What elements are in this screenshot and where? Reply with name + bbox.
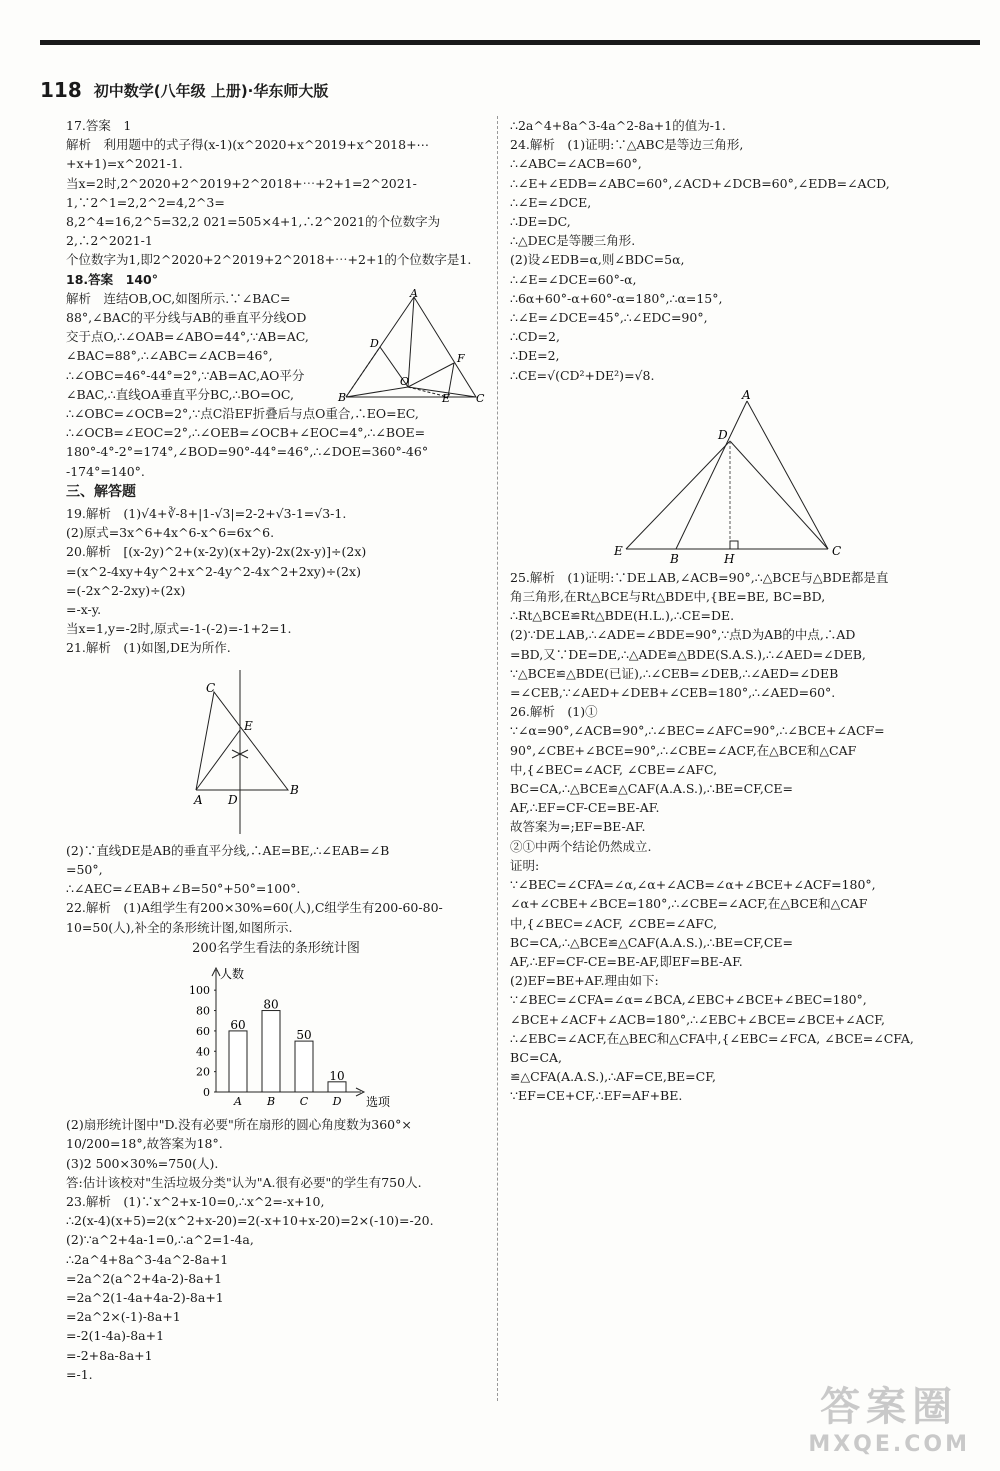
fig18-label-d: D: [370, 336, 379, 350]
text-line: ∴∠E=∠DCE=60°-α,: [510, 271, 637, 287]
text-line: 180°-4°-2°=174°,∠BOD=90°-44°=46°,∴∠DOE=360°-46°: [66, 444, 429, 460]
text-line: ∴CD=2,: [510, 329, 560, 345]
text-line: (3)2 500×30%=750(人).: [66, 1155, 219, 1171]
text-line: ∴2a^4+8a^3-4a^2-8a+1: [66, 1251, 229, 1267]
book-title: 初中数学(八年级 上册)·华东师大版: [93, 81, 329, 100]
top-rule: [40, 40, 980, 45]
question-26: [510, 702, 950, 1105]
fig21-label-e: E: [244, 718, 253, 733]
x-tick-label: C: [299, 1094, 309, 1108]
text-line: 26.解析 (1)①: [510, 704, 598, 720]
text-line: =2a^2×(-1)-8a+1: [66, 1309, 181, 1325]
x-tick-label: A: [234, 1094, 242, 1108]
fig18-label-e: E: [442, 391, 451, 405]
text-line: ∴Rt△BCE≌Rt△BDE(H.L.),∴CE=DE.: [510, 608, 735, 624]
text-line: =(x^2-4xy+4y^2+x^2-4y^2-4x^2+2xy)÷(2x): [66, 563, 361, 579]
text-line: ∵∠α=90°,∠ACB=90°,∴∠BEC=∠AFC=90°,∴∠BCE+∠ACF=: [510, 723, 885, 739]
text-line: ≌△CFA(A.A.S.),∴AF=CE,BE=CF,: [510, 1069, 716, 1085]
text-line: 当x=2时,2^2020+2^2019+2^2018+⋯+2+1=2^2021-1,∵2^1=2,2^2=4,2^3=: [66, 175, 417, 210]
fig24-label-a: A: [742, 387, 751, 402]
text-line: 17.答案 1: [66, 118, 132, 133]
y-tick-label: 100: [189, 984, 210, 998]
text-line: 90°,∠CBE+∠BCE=90°,∴∠CBE=∠ACF,在△BCE和△CAF: [510, 742, 857, 758]
q21-triangle-figure: [196, 662, 496, 837]
text-line: (2)∵a^2+4a-1=0,∴a^2=1-4a,: [66, 1232, 254, 1248]
bar-value-label: 50: [296, 1027, 312, 1042]
section-heading: 三、解答题: [66, 483, 136, 500]
text-line: ∵∠BEC=∠CFA=∠α,∠α+∠ACB=∠α+∠BCE+∠ACF=180°,: [510, 877, 876, 893]
fig21-label-a: A: [194, 792, 203, 807]
text-line: ∴∠OBC=46°-44°=2°,∵AB=AC,AO平分: [66, 367, 305, 383]
text-line: ∵∠BEC=∠CFA=∠α=∠BCA,∠EBC+∠BCE+∠BEC=180°,: [510, 992, 867, 1008]
right-column: [510, 116, 950, 1106]
x-tick-label: D: [332, 1094, 342, 1108]
text-line: (2)EF=BE+AF.理由如下:: [510, 973, 659, 989]
text-line: 19.解析 (1)√4+∛-8+|1-√3|=2-2+√3-1=√3-1.: [66, 506, 347, 522]
text-line: ∴∠E=∠DCE,: [510, 194, 592, 210]
text-line: 24.解析 (1)证明:∵△ABC是等边三角形,: [510, 137, 744, 153]
bar: [295, 1041, 313, 1092]
text-line: 中,{∠BEC=∠ACF, ∠CBE=∠AFC, BC=CA,∴△BCE≌△CAF(A.A.S.),∴BE=CF,CE=: [510, 761, 794, 797]
page-number: 118: [40, 78, 82, 102]
q24-triangle-figure: [510, 389, 950, 564]
text-line: ∴DE=2,: [510, 348, 560, 364]
text-line: 交于点O,∴∠OAB=∠ABO=44°,∵AB=AC,: [66, 329, 309, 345]
text-line: =∠CEB,∵∠AED+∠DEB+∠CEB=180°,∴∠AED=60°.: [510, 685, 836, 701]
text-line: (2)扇形统计图中"D.没有必要"所在扇形的圆心角度数为360°×: [66, 1117, 412, 1133]
text-line: ∴∠AEC=∠EAB+∠B=50°+50°=100°.: [66, 881, 301, 897]
text-line: 10/200=18°,故答案为18°.: [66, 1136, 223, 1152]
bar-value-label: 60: [230, 1017, 246, 1032]
text-line: 22.解析 (1)A组学生有200×30%=60(人),C组学生有200-60-80-: [66, 900, 443, 916]
text-line: 88°,∠BAC的平分线与AB的垂直平分线OD: [66, 310, 307, 326]
y-tick-label: 20: [196, 1065, 210, 1079]
question-24: [510, 135, 950, 385]
q18-triangle-figure: [336, 286, 486, 405]
fig21-label-b: B: [290, 782, 299, 797]
fig18-label-f: F: [457, 351, 465, 365]
text-line: (2)∵DE⊥AB,∴∠ADE=∠BDE=90°,∵点D为AB的中点,∴AD: [510, 627, 856, 643]
text-line: ∴∠ABC=∠ACB=60°,: [510, 156, 642, 172]
q18-block: [66, 286, 486, 405]
text-line: =-2(1-4a)-8a+1: [66, 1328, 165, 1344]
text-line: 8,2^4=16,2^5=32,2 021=505×4+1,∴2^2021的个位数字为2,∴2^2021-1: [66, 214, 441, 249]
text-line: AF,∴EF=CF-CE=BE-AF,即EF=BE-AF.: [510, 953, 743, 969]
text-line: ∵EF=CE+CF,∴EF=AF+BE.: [510, 1088, 683, 1104]
fig21-label-c: C: [206, 680, 216, 695]
column-divider: [497, 116, 498, 1401]
x-tick-label: B: [266, 1094, 276, 1108]
fig18-label-o: O: [400, 374, 410, 388]
bar-value-label: 10: [329, 1068, 345, 1083]
bar-value-label: 80: [263, 997, 279, 1012]
question-20: [66, 542, 486, 638]
watermark-url: MXQE.COM: [808, 1432, 970, 1457]
question-25: [510, 568, 950, 702]
y-tick-label: 40: [196, 1045, 210, 1059]
q22-continuation: [66, 1115, 486, 1192]
text-line: (2)设∠EDB=α,则∠BDC=5α,: [510, 252, 685, 268]
bar: [328, 1082, 346, 1092]
q21-continuation: [66, 841, 486, 899]
text-line: 25.解析 (1)证明:∵DE⊥AB,∠ACB=90°,∴△BCE与△BDE都是直: [510, 569, 889, 585]
text-line: ∴DE=DC,: [510, 214, 571, 230]
text-line: ∠α+∠CBE+∠BCE=180°,∴∠CBE=∠ACF,在△BCE和△CAF: [510, 896, 868, 912]
text-line: ∵△BCE≌△BDE(已证),∴∠CEB=∠DEB,∴∠AED=∠DEB: [510, 665, 839, 681]
text-line: 当x=1,y=-2时,原式=-1-(-2)=-1+2=1.: [66, 621, 292, 637]
text-line: =(-2x^2-2xy)÷(2x): [66, 582, 186, 598]
question-17: [66, 116, 486, 270]
text-line: =-x-y.: [66, 602, 102, 618]
text-line: ∠BAC=88°,∴∠ABC=∠ACB=46°,: [66, 348, 273, 364]
text-line: ∠BAC,∴直线OA垂直平分BC,∴BO=OC,: [66, 386, 294, 402]
text-line: 角三角形,在Rt△BCE与Rt△BDE中,{BE=BE, BC=BD,: [510, 589, 826, 605]
text-line: 解析 利用题中的式子得(x-1)(x^2020+x^2019+x^2018+⋯+x+1)=x^2021-1.: [66, 137, 430, 172]
text-line: ∴2(x-4)(x+5)=2(x^2+x-20)=2(-x+10+x-20)=2×(-10)=-20.: [66, 1213, 434, 1229]
fig24-label-h: H: [724, 551, 735, 566]
text-line: =-1.: [66, 1366, 93, 1382]
text-line: ∴△DEC是等腰三角形.: [510, 233, 636, 249]
page-header: [40, 78, 328, 102]
text-line: AF,∴EF=CF-CE=BE-AF.: [510, 800, 660, 816]
text-line: 证明:: [510, 857, 540, 873]
text-line: =2a^2(1-4a+4a-2)-8a+1: [66, 1289, 224, 1305]
chart-title: 200名学生看法的条形统计图: [192, 940, 360, 956]
left-column: [66, 116, 486, 1384]
text-line: ∴∠E=∠DCE=45°,∴∠EDC=90°,: [510, 310, 708, 326]
question-23: [66, 1192, 486, 1384]
text-line: 答:估计该校对"生活垃圾分类"认为"A.很有必要"的学生有750人.: [66, 1174, 422, 1190]
watermark: [808, 1375, 970, 1457]
bar: [262, 1010, 280, 1091]
text-line: ∴∠E+∠EDB=∠ABC=60°,∠ACD+∠DCB=60°,∠EDB=∠ACD,: [510, 175, 890, 191]
text-line: ∴∠OCB=∠EOC=2°,∴∠OEB=∠OCB+∠EOC=4°,∴∠BOE=: [66, 425, 426, 441]
fig24-label-d: D: [718, 427, 728, 442]
y-tick-label: 80: [196, 1004, 210, 1018]
text-line: ∴∠EBC=∠ACF,在△BEC和△CFA中,{∠EBC=∠FCA, ∠BCE=∠CFA, BC=CA,: [510, 1030, 918, 1065]
text-line: 23.解析 (1)∵x^2+x-10=0,∴x^2=-x+10,: [66, 1193, 325, 1209]
text-line: 个位数字为1,即2^2020+2^2019+2^2018+⋯+2+1的个位数字是1.: [66, 252, 472, 268]
y-tick-label: 60: [196, 1024, 210, 1038]
q21-head: 21.解析 (1)如图,DE为所作.: [66, 640, 231, 656]
x-axis-label: 选项: [366, 1094, 391, 1109]
text-line: ∴∠OBC=∠OCB=2°,∵点C沿EF折叠后与点O重合,∴EO=EC,: [66, 406, 419, 422]
q18-answer: 18.答案 140°: [66, 271, 158, 287]
fig18-label-b: B: [338, 390, 347, 404]
text-line: ∴2a^4+8a^3-4a^2-8a+1的值为-1.: [510, 118, 726, 133]
watermark-logo-text: 答案圈: [820, 1384, 959, 1430]
text-line: ②①中两个结论仍然成立.: [510, 838, 652, 854]
text-line: ∴CE=√(CD²+DE²)=√8.: [510, 367, 655, 383]
fig24-label-b: B: [670, 551, 679, 566]
text-line: 10=50(人),补全的条形统计图,如图所示.: [66, 919, 293, 935]
text-line: =50°,: [66, 861, 103, 877]
text-line: =-2+8a-8a+1: [66, 1347, 153, 1363]
text-line: (2)原式=3x^6+4x^6-x^6=6x^6.: [66, 525, 275, 541]
fig21-label-d: D: [228, 792, 238, 807]
fig18-label-c: C: [476, 391, 485, 405]
bar: [229, 1031, 247, 1092]
fig24-label-e: E: [614, 543, 623, 558]
q23-conclusion: [510, 116, 950, 135]
q18-explanation: [66, 289, 336, 404]
text-line: =2a^2(a^2+4a-2)-8a+1: [66, 1270, 223, 1286]
fig24-label-c: C: [832, 543, 842, 558]
text-line: =BD,又∵DE=DE,∴△ADE≌△BDE(S.A.S.),∴∠AED=∠DEB,: [510, 646, 866, 662]
text-line: 20.解析 [(x-2y)^2+(x-2y)(x+2y)-2x(2x-y)]÷(2x): [66, 544, 367, 560]
text-line: (2)∵直线DE是AB的垂直平分线,∴AE=BE,∴∠EAB=∠B: [66, 842, 390, 858]
fig18-label-a: A: [410, 286, 418, 300]
text-line: 中,{∠BEC=∠ACF, ∠CBE=∠AFC, BC=CA,∴△BCE≌△CAF(A.A.S.),∴BE=CF,CE=: [510, 915, 794, 950]
y-axis-label: 人数: [220, 966, 245, 981]
text-line: 故答案为=;EF=BE-AF.: [510, 819, 646, 835]
question-19: [66, 504, 486, 542]
y-tick-label: 0: [203, 1085, 210, 1099]
text-line: -174°=140°.: [66, 463, 145, 479]
q22-head: [66, 898, 486, 936]
text-line: ∠BCE+∠ACF+∠ACB=180°,∴∠EBC+∠BCE=∠BCE+∠ACF,: [510, 1011, 885, 1027]
text-line: 解析 连结OB,OC,如图所示.∵∠BAC=: [66, 290, 291, 306]
bar-chart: [66, 960, 486, 1110]
q18-continuation: [66, 404, 486, 481]
text-line: ∴6α+60°-α+60°-α=180°,∴α=15°,: [510, 290, 723, 306]
